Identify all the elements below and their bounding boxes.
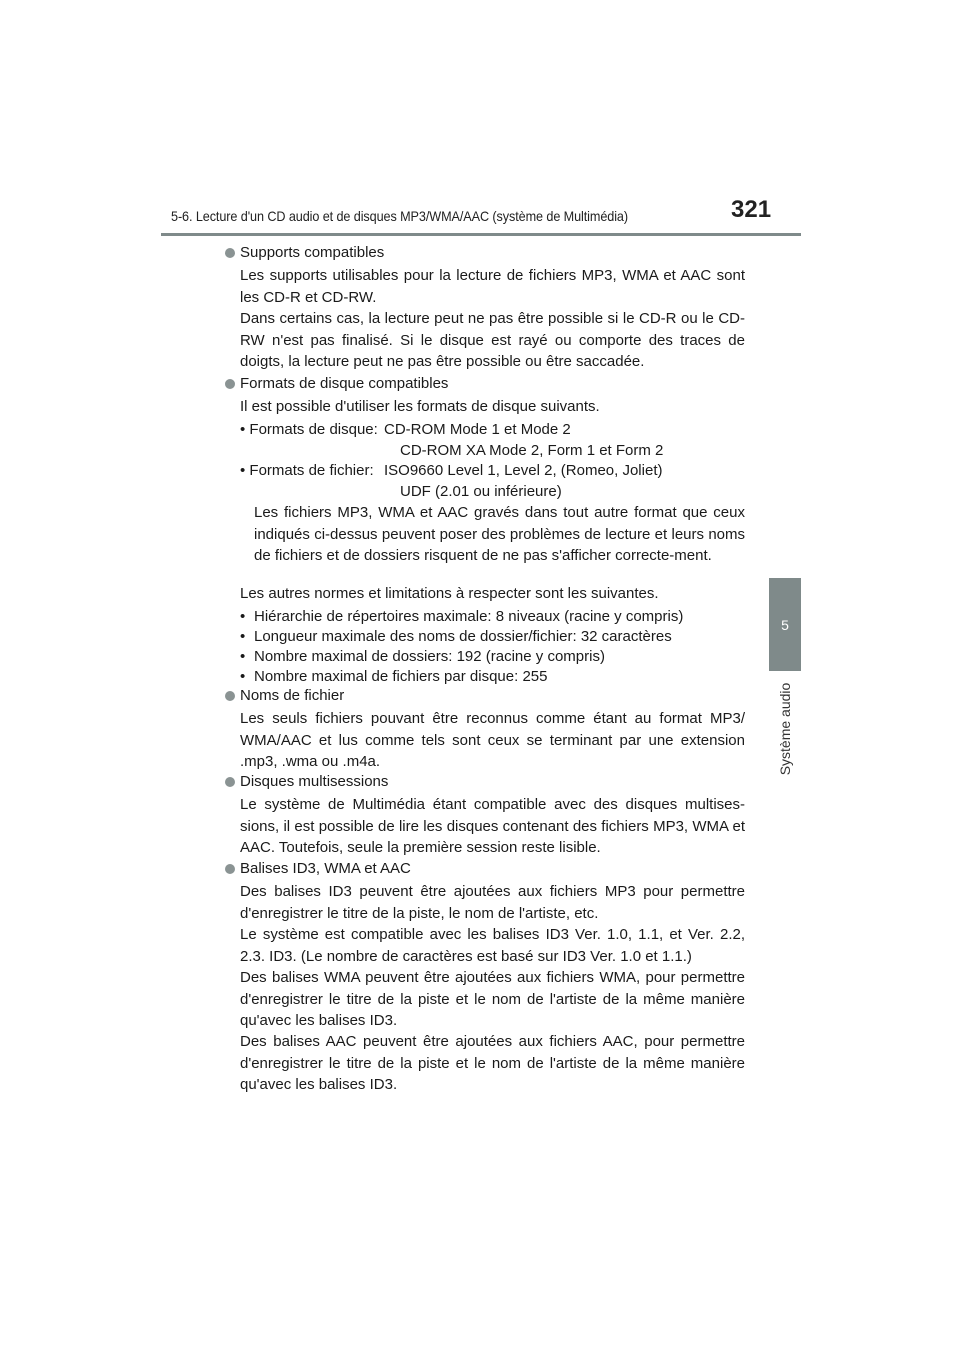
file-format-value: ISO9660 Level 1, Level 2, (Romeo, Joliet) [384,462,663,479]
bullet-icon [225,777,235,787]
paragraph: Des balises AAC peuvent être ajoutées aux fichiers AAC, pour permettre d'enregistrer le titre de la piste et le nom de l'artiste de la même manière qu'avec les balises ID3. [240,1033,745,1093]
chapter-section-title: 5-6. Lecture d'un CD audio et de disques MP3/WMA/AAC (système de Multimédia) [171,209,628,224]
section-title-formats: Formats de disque compatibles [225,373,448,395]
paragraph: Des balises WMA peuvent être ajoutées aux fichiers WMA, pour permettre d'enregistrer le titre de la piste et le nom de l'artiste de la même manière qu'avec les balises ID3. [240,969,745,1029]
disc-formats-label: • Formats de disque: [240,421,378,438]
page-number: 321 [731,196,772,223]
paragraph: Les autres normes et limitations à respecter sont les suivantes. [240,585,659,602]
chapter-number: 5 [781,616,789,633]
file-formats-label: • Formats de fichier: [240,462,374,479]
bullet-icon [225,864,235,874]
paragraph: Les supports utilisables pour la lecture de fichiers MP3, WMA et AAC sont les CD-R et CD-RW. [240,267,745,306]
list-item: • Longueur maximale des noms de dossier/fichier: 32 caractères [240,628,672,645]
disc-format-value: CD-ROM Mode 1 et Mode 2 [384,421,571,438]
list-item: • Hiérarchie de répertoires maximale: 8 niveaux (racine y compris) [240,608,684,625]
list-item: • Nombre maximal de fichiers par disque: 255 [240,668,548,685]
file-format-value: UDF (2.01 ou inférieure) [400,483,562,500]
paragraph: Il est possible d'utiliser les formats de disque suivants. [240,398,600,415]
bullet-icon [225,691,235,701]
paragraph: Les fichiers MP3, WMA et AAC gravés dans tout autre format que ceux indiqués ci-dessus peuvent poser des problèmes de lecture et leurs noms de fichiers et de dossiers risquent de ne pas s'afficher correcte-ment. [254,504,745,564]
paragraph: Les seuls fichiers pouvant être reconnus comme étant au format MP3/ WMA/AAC et lus comme tels sont ceux se terminant par une extension .mp3, .wma ou .m4a. [240,710,745,770]
bullet-icon [225,248,235,258]
chapter-label: Système audio [777,682,793,776]
paragraph: Le système de Multimédia étant compatible avec des disques multises-sions, il est possible de lire les disques contenant des fichiers MP3, WMA et AAC. Toutefois, seule la première session reste lisible. [240,796,745,856]
list-item: • Nombre maximal de dossiers: 192 (racine y compris) [240,648,605,665]
section-title-tags: Balises ID3, WMA et AAC [225,858,411,880]
disc-format-value: CD-ROM XA Mode 2, Form 1 et Form 2 [400,442,664,459]
paragraph: Dans certains cas, la lecture peut ne pas être possible si le CD-R ou le CD-RW n'est pas finalisé. Si le disque est rayé ou comporte des traces de doigts, la lecture peut ne pas être possible ou être saccadée. [240,310,745,370]
section-title-filenames: Noms de fichier [225,685,344,707]
paragraph: Des balises ID3 peuvent être ajoutées aux fichiers MP3 pour permettre d'enregistrer le titre de la piste, le nom de l'artiste, etc. [240,883,745,922]
bullet-icon [225,379,235,389]
section-title-multisession: Disques multisessions [225,771,388,793]
paragraph: Le système est compatible avec les balises ID3 Ver. 1.0, 1.1, et Ver. 2.2, 2.3. ID3. (Le nombre de caractères est basé sur ID3 Ver. 1.0 et 1.1.) [240,926,745,965]
section-title-supports: Supports compatibles [225,242,384,264]
